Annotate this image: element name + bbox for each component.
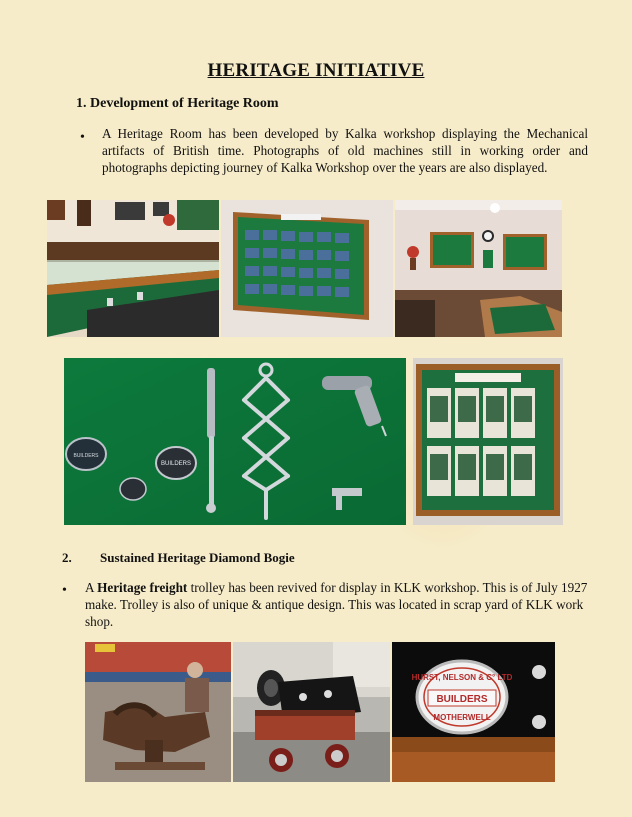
- photo-mechanical-artifacts: [64, 358, 406, 525]
- section-1-heading: 1. Development of Heritage Room: [76, 96, 279, 111]
- photo-photo-board: [221, 200, 393, 337]
- section-2-text-post: trolley has been revived for display in KLK workshop. This is of July 1927 make. Trolley is also of unique & antique design. This was located in scrap yard of KLK work shop.: [85, 580, 588, 629]
- builders-plate-small-text: BUILDERS: [160, 461, 192, 467]
- svg-text:BUILDERS: BUILDERS: [73, 453, 99, 459]
- photo-builders-plate: [392, 642, 555, 782]
- bullet-icon: •: [80, 130, 85, 145]
- photo-restored-trolley: [233, 642, 390, 782]
- page-title: HERITAGE INITIATIVE: [207, 60, 425, 81]
- photo-heritage-room-interior: [395, 200, 562, 337]
- photo-trolley-restoration: [85, 642, 231, 782]
- builders-plate-mid-text: BUILDERS: [436, 694, 488, 705]
- photo-heritage-room-display-cases: [47, 200, 219, 337]
- section-2-paragraph: [85, 579, 597, 630]
- section-2-title: Sustained Heritage Diamond Bogie: [100, 550, 295, 565]
- builders-plate-top-text: HURST, NELSON & C° LTD: [411, 673, 513, 682]
- bullet-icon: •: [62, 583, 67, 598]
- builders-plate-bottom-text: MOTHERWELL: [433, 713, 491, 722]
- section-2-text-bold: Heritage freight: [97, 580, 188, 595]
- section-1-paragraph: A Heritage Room has been developed by Kalka workshop displaying the Mechanical artifacts of British time. Photographs of old machines still in working order and photographs depicting journey of Kalka Workshop over the years are also displayed.: [102, 126, 588, 175]
- section-2-heading: [62, 550, 295, 566]
- section-2-number: 2.: [62, 550, 72, 565]
- section-2-text-pre: A: [85, 580, 98, 595]
- photo-framed-machine-photos: [413, 358, 563, 525]
